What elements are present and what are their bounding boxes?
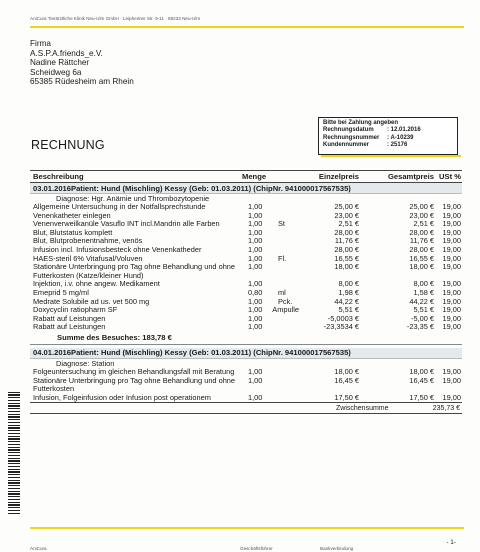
document-title: RECHNUNG <box>31 138 105 152</box>
visit-diagnosis: Diagnose: Hgr. Anämie und Thrombozytopenie <box>56 194 210 203</box>
row-total-price: -23,35 € <box>406 322 434 332</box>
row-quantity-value: 1,00 <box>248 210 263 220</box>
visit-date: 03.01.2016 <box>33 183 72 193</box>
row-unit-price: 16,55 € <box>334 253 359 263</box>
row-description: Venenkatheter einlegen <box>33 210 111 220</box>
invoice-number-row <box>323 135 453 142</box>
address-line: Nadine Rättcher <box>30 58 90 68</box>
row-quantity-unit: St <box>278 219 285 229</box>
payment-info-box <box>318 117 458 155</box>
row-description: Infusion incl. Infusionsbesteck ohne Venenkatheder <box>33 244 202 254</box>
row-total-price: 16,55 € <box>409 253 434 263</box>
footer-bank: Bankverbindung <box>320 546 354 551</box>
row-vat: 19,00 <box>442 375 461 385</box>
row-total-price: 18,00 € <box>409 262 434 272</box>
payment-hint: Bitte bei Zahlung angeben <box>323 120 399 126</box>
footer-rule <box>30 527 464 529</box>
row-total-price: 2,51 € <box>413 219 434 229</box>
row-quantity-value: 1,00 <box>248 279 263 289</box>
row-quantity-value: 1,00 <box>248 219 263 229</box>
row-quantity <box>242 323 299 332</box>
row-unit-price: 18,00 € <box>334 262 359 272</box>
row-description: Emeprid 5 mg/ml <box>33 287 89 297</box>
sender-line: AniCura Tierärztliche Klinik Neu-Ulm GmbH · Leipheimer Str. 9-11 · 89233 Neu-Ulm <box>30 16 201 21</box>
row-quantity-unit <box>272 229 278 238</box>
row-quantity-unit <box>272 377 278 394</box>
visit-diagnosis: Diagnose: Station <box>56 358 115 368</box>
row-total-price: -5,00 € <box>410 313 434 323</box>
table-row <box>30 377 462 394</box>
row-quantity-unit <box>272 237 278 246</box>
footer-company: AniCura <box>30 546 47 551</box>
address-line: Scheidweg 6a <box>30 67 82 77</box>
invoice-table <box>30 170 462 414</box>
row-vat: 19,00 <box>442 227 461 237</box>
row-total-price: 44,22 € <box>409 296 434 306</box>
info-box-accent <box>321 155 461 157</box>
row-description: Doxycyclin ratiopharm SF <box>33 305 118 315</box>
row-unit-price: 11,76 € <box>334 236 359 246</box>
row-description: Stationäre Unterbringung pro Tag ohne Behandlung und ohne Futterkosten <box>33 375 236 394</box>
row-quantity-value: 1,00 <box>248 313 263 323</box>
address-line: A.S.P.A.friends_e.V. <box>30 48 103 58</box>
header-rule <box>30 26 464 28</box>
row-unit-price: 17,50 € <box>334 392 359 402</box>
row-unit-price: 44,22 € <box>334 296 359 306</box>
row-total-price: 28,00 € <box>409 244 434 254</box>
header-total-price: Gesamtpreis <box>387 172 434 181</box>
info-label: Rechnungsdatum <box>323 127 374 134</box>
row-vat: 19,00 <box>442 305 461 315</box>
row-quantity-value: 1,00 <box>248 322 263 332</box>
row-unit-price: 16,45 € <box>334 375 359 385</box>
row-total-price: 8,00 € <box>413 279 434 289</box>
recipient-address <box>30 39 134 87</box>
subtotal-value: 235,73 € <box>432 404 460 412</box>
table-row <box>30 323 462 332</box>
visit-date: 04.01.2016 <box>33 348 72 358</box>
table-header <box>30 170 462 183</box>
header-vat: USt % <box>439 172 461 181</box>
row-description: Folgeuntersuchung im gleichen Behandlungsfall mit Beratung <box>33 366 235 376</box>
row-vat: 19,00 <box>442 244 461 254</box>
info-value: : 12.01.2016 <box>387 127 421 134</box>
row-unit-price: 8,00 € <box>338 279 359 289</box>
row-total-price: 11,76 € <box>409 236 434 246</box>
footer-management: Geschäftsführer <box>240 546 273 551</box>
row-quantity-value: 1,00 <box>248 244 263 254</box>
subtotal-row <box>30 402 462 414</box>
page-number: - 1- <box>446 539 456 546</box>
table-row <box>30 280 462 289</box>
row-description: HAES-steril 6% Vitafusal/Voluven <box>33 253 143 263</box>
row-total-price: 17,50 € <box>409 392 434 402</box>
address-line: Firma <box>30 39 51 48</box>
row-unit-price: 28,00 € <box>334 244 359 254</box>
row-description: Allgemeine Untersuchung in der Notfallsprechstunde <box>33 202 206 211</box>
row-vat: 19,00 <box>442 210 461 220</box>
row-unit-price: 18,00 € <box>334 366 359 376</box>
info-value: : 25176 <box>387 142 408 149</box>
row-quantity-unit <box>272 323 278 332</box>
row-description: Infusion, Folgeinfusion oder Infusion post operationem <box>33 392 211 402</box>
row-quantity-value: 1,00 <box>248 366 263 376</box>
row-total-price: 18,00 € <box>409 366 434 376</box>
row-vat: 19,00 <box>442 279 461 289</box>
row-quantity-unit <box>272 263 278 280</box>
row-unit-price: 28,00 € <box>334 227 359 237</box>
visit-patient: Patient: Hund (Mischling) Kessy (Geb: 01.03.2011) (ChipNr. 941000017567535) <box>71 183 351 193</box>
row-quantity-value: 1,00 <box>248 296 263 306</box>
row-description: Rabatt auf Leistungen <box>33 313 106 323</box>
visits-container <box>30 183 462 402</box>
visit-sum: Summe des Besuches: 183,78 € <box>30 332 462 345</box>
row-total-price: 5,51 € <box>413 305 434 315</box>
customer-number-row <box>323 142 453 149</box>
subtotal-label: Zwischensumme <box>336 404 389 412</box>
address-line: 65385 Rüdesheim am Rhein <box>30 77 134 87</box>
row-unit-price: 25,00 € <box>334 202 359 211</box>
row-vat: 19,00 <box>442 236 461 246</box>
visit-patient: Patient: Hund (Mischling) Kessy (Geb: 01.03.2011) (ChipNr. 941000017567535) <box>71 348 351 358</box>
row-total-price: 23,00 € <box>409 210 434 220</box>
header-unit-price: Einzelpreis <box>318 172 359 181</box>
row-description: Stationäre Unterbringung pro Tag ohne Behandlung und ohne Futterkosten (Katze/kleiner Hund) <box>33 262 236 280</box>
row-unit-price: 5,51 € <box>338 305 359 315</box>
row-description: Rabatt auf Leistungen <box>33 322 106 332</box>
row-vat: 19,00 <box>442 253 461 263</box>
row-quantity-value: 1,00 <box>248 202 263 211</box>
row-quantity-unit: Ampulle <box>272 305 299 315</box>
info-label: Rechnungsnummer <box>323 134 380 141</box>
row-quantity <box>242 263 299 280</box>
row-quantity-unit <box>272 368 278 377</box>
row-quantity-value: 1,00 <box>248 236 263 246</box>
row-unit-price: 23,00 € <box>334 210 359 220</box>
row-vat: 19,00 <box>442 219 461 229</box>
table-row <box>30 263 462 280</box>
row-vat: 19,00 <box>442 262 461 272</box>
footer <box>30 546 450 551</box>
row-unit-price: -5,0003 € <box>327 313 359 323</box>
row-total-price: 25,00 € <box>409 202 434 211</box>
row-description: Blut, Blutstatus komplett <box>33 227 113 237</box>
header-description: Beschreibung <box>33 172 84 181</box>
barcode <box>8 392 20 514</box>
row-vat: 19,00 <box>442 296 461 306</box>
row-description: Venenverweilkanüle Vasuflo INT incl.Mandrin alle Farben <box>33 219 220 229</box>
row-vat: 19,00 <box>442 202 461 211</box>
row-quantity <box>242 377 299 394</box>
row-quantity-value: 1,00 <box>248 392 263 402</box>
row-description: Blut, Blutprobenentnahme, venös <box>33 236 143 246</box>
row-unit-price: -23,3534 € <box>323 322 359 332</box>
row-quantity-value: 1,00 <box>248 262 263 272</box>
row-description: Medrate Solubile ad us. vet 500 mg <box>33 296 150 306</box>
row-quantity-value: 1,00 <box>248 253 263 263</box>
row-quantity <box>242 394 299 403</box>
row-quantity-unit <box>272 203 278 212</box>
row-quantity-unit: ml <box>278 287 286 297</box>
row-quantity-value: 1,00 <box>248 305 263 315</box>
row-quantity-unit: Pck. <box>278 296 293 306</box>
row-quantity-unit <box>272 394 278 403</box>
header-quantity: Menge <box>242 172 267 181</box>
row-description: Injektion, i.v. ohne angew. Medikament <box>33 279 160 289</box>
row-total-price: 1,58 € <box>413 287 434 297</box>
row-quantity-unit <box>272 315 278 324</box>
info-value: : A-10239 <box>387 134 414 141</box>
row-vat: 19,00 <box>442 366 461 376</box>
row-vat: 19,00 <box>442 322 461 332</box>
row-vat: 19,00 <box>442 287 461 297</box>
row-quantity-value: 1,00 <box>248 227 263 237</box>
row-unit-price: 1,98 € <box>338 287 359 297</box>
row-total-price: 28,00 € <box>409 227 434 237</box>
visit-header <box>30 183 462 194</box>
row-vat: 19,00 <box>442 392 461 402</box>
row-quantity-unit: Fl. <box>278 253 287 263</box>
row-quantity-value: 0,80 <box>248 287 263 297</box>
visit-header <box>30 348 462 359</box>
invoice-date-row <box>323 127 453 134</box>
info-label: Kundennummer <box>323 142 370 149</box>
row-unit-price: 2,51 € <box>338 219 359 229</box>
row-vat: 19,00 <box>442 313 461 323</box>
row-quantity-value: 1,00 <box>248 375 263 385</box>
table-row <box>30 394 462 403</box>
row-total-price: 16,45 € <box>409 375 434 385</box>
